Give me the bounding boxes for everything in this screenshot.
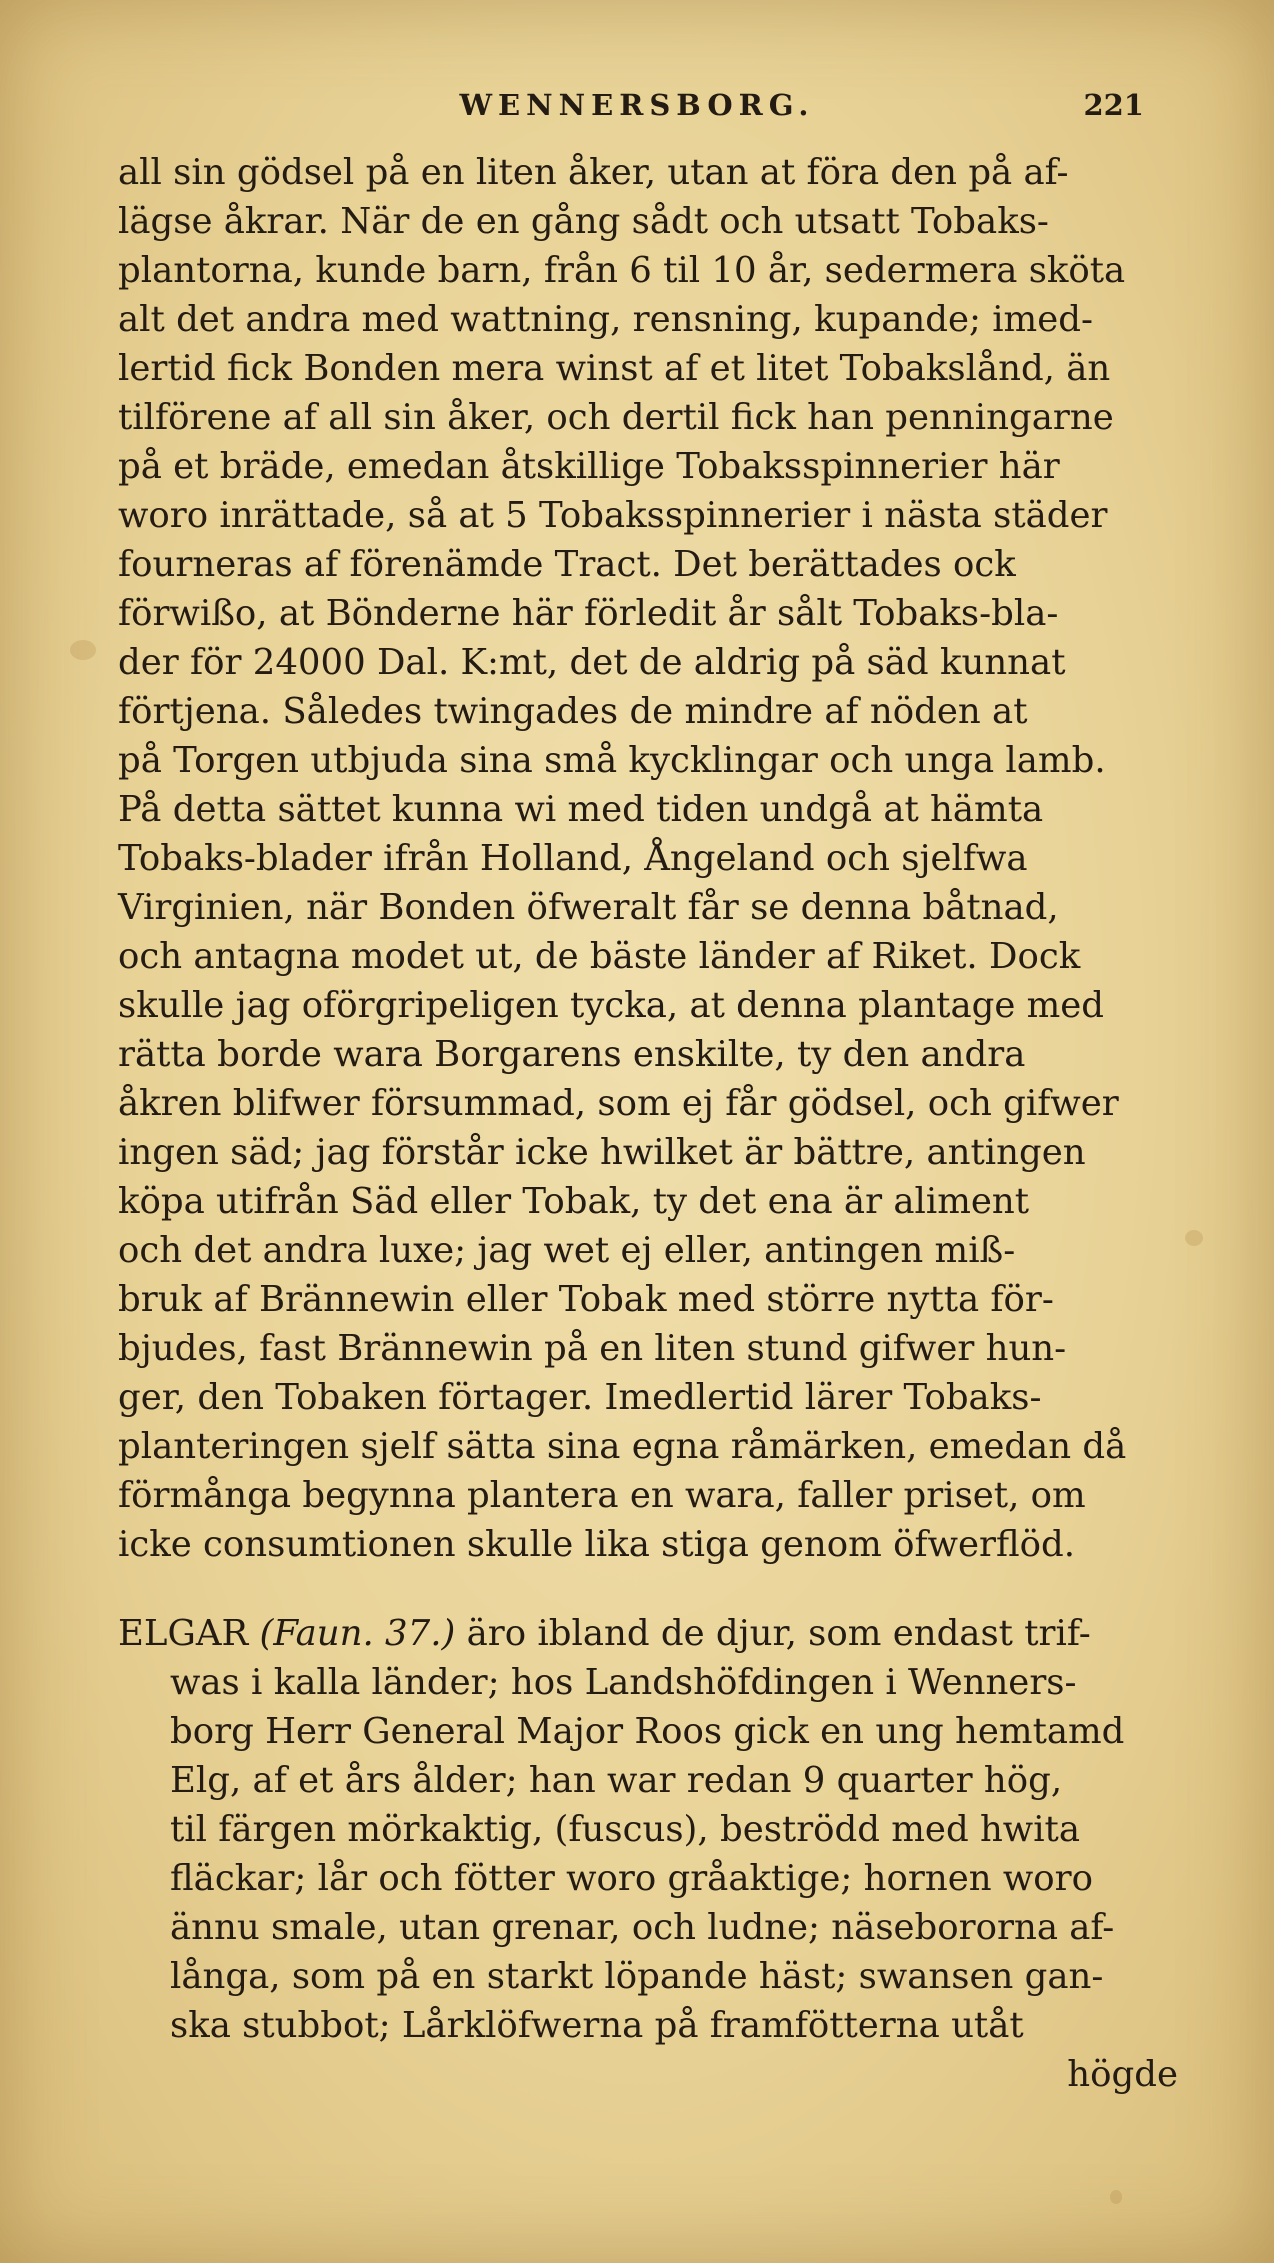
text-line: was i kalla länder; hos Landshöfdingen i Wenners-: [170, 1662, 1077, 1703]
text-line: ger, den Tobaken förtager. Imedlertid lärer Tobaks-: [118, 1377, 1042, 1418]
running-head-title: WENNERSBORG.: [459, 88, 815, 122]
text-line: lägse åkrar. När de en gång sådt och utsatt Tobaks-: [118, 201, 1049, 242]
text-line: ska stubbot; Lårklöfwerna på framfötterna utåt: [170, 2005, 1024, 2046]
text-line: ännu smale, utan grenar, och ludne; näsebororna af-: [170, 1907, 1115, 1948]
text-line: på et bräde, emedan åtskillige Tobaksspinnerier här: [118, 446, 1060, 487]
text-line: all sin gödsel på en liten åker, utan at föra den på af-: [118, 152, 1069, 193]
text-line: långa, som på en starkt löpande häst; swansen gan-: [170, 1956, 1104, 1997]
running-head: [120, 88, 1154, 128]
text-line: ingen säd; jag förstår icke hwilket är bättre, antingen: [118, 1132, 1086, 1173]
text-line: til färgen mörkaktig, (fuscus), beströdd med hwita: [170, 1809, 1080, 1850]
text-line: Elg, af et års ålder; han war redan 9 quarter hög,: [170, 1760, 1063, 1801]
text-line: Virginien, när Bonden öfweralt får se denna båtnad,: [118, 887, 1059, 928]
entry-citation: (Faun. 37.): [259, 1613, 456, 1654]
text-line: förwißo, at Bönderne här förledit år sålt Tobaks-bla-: [118, 593, 1059, 634]
entry-headword: ELGAR: [118, 1613, 249, 1654]
text-line: och det andra luxe; jag wet ej eller, antingen miß-: [118, 1230, 1016, 1271]
catchword: högde: [1067, 2054, 1178, 2095]
text-line: fläckar; lår och fötter woro gråaktige; hornen woro: [170, 1858, 1093, 1899]
text-line: alt det andra med wattning, rensning, kupande; imed-: [118, 299, 1093, 340]
text-line: der för 24000 Dal. K:mt, det de aldrig på säd kunnat: [118, 642, 1066, 683]
text-line: Tobaks-blader ifrån Holland, Ångeland och sjelfwa: [118, 838, 1028, 879]
text-line: woro inrättade, så at 5 Tobaksspinnerier i nästa städer: [118, 495, 1108, 536]
text-line: rätta borde wara Borgarens enskilte, ty den andra: [118, 1034, 1026, 1075]
text-line: planteringen sjelf sätta sina egna råmärken, emedan då: [118, 1426, 1127, 1467]
text-line: förmånga begynna plantera en wara, faller priset, om: [118, 1475, 1086, 1516]
text-line: förtjena. Således twingades de mindre af nöden at: [118, 691, 1028, 732]
paragraph-tobacco: [118, 148, 1178, 1569]
text-line: på Torgen utbjuda sina små kycklingar och unga lamb.: [118, 740, 1106, 781]
text-line: bjudes, fast Brännewin på en liten stund gifwer hun-: [118, 1328, 1067, 1369]
entry-first-line: [118, 1609, 1178, 1658]
text-line: lertid fick Bonden mera winst af et litet Tobakslånd, än: [118, 348, 1111, 389]
body-text: [118, 148, 1178, 2099]
page-number: 221: [1083, 88, 1144, 122]
text-line: borg Herr General Major Roos gick en ung hemtamd: [170, 1711, 1125, 1752]
paragraph-elgar: [118, 1609, 1178, 2099]
text-line: bruk af Brännewin eller Tobak med större nytta för-: [118, 1279, 1054, 1320]
text-line: plantorna, kunde barn, från 6 til 10 år, sedermera sköta: [118, 250, 1126, 291]
text-line: tilförene af all sin åker, och dertil fick han penningarne: [118, 397, 1114, 438]
text-line: åkren blifwer försummad, som ej får gödsel, och gifwer: [118, 1083, 1119, 1124]
text-line: skulle jag oförgripeligen tycka, at denna plantage med: [118, 985, 1105, 1026]
text-line: icke consumtionen skulle lika stiga genom öfwerflöd.: [118, 1524, 1076, 1565]
text-line: fourneras af förenämde Tract. Det berättades ock: [118, 544, 1016, 585]
text-line: På detta sättet kunna wi med tiden undgå at hämta: [118, 789, 1044, 830]
entry-first-line-text: äro ibland de djur, som endast trif-: [455, 1613, 1091, 1654]
text-line: köpa utifrån Säd eller Tobak, ty det ena är aliment: [118, 1181, 1030, 1222]
text-line: och antagna modet ut, de bäste länder af Riket. Dock: [118, 936, 1081, 977]
